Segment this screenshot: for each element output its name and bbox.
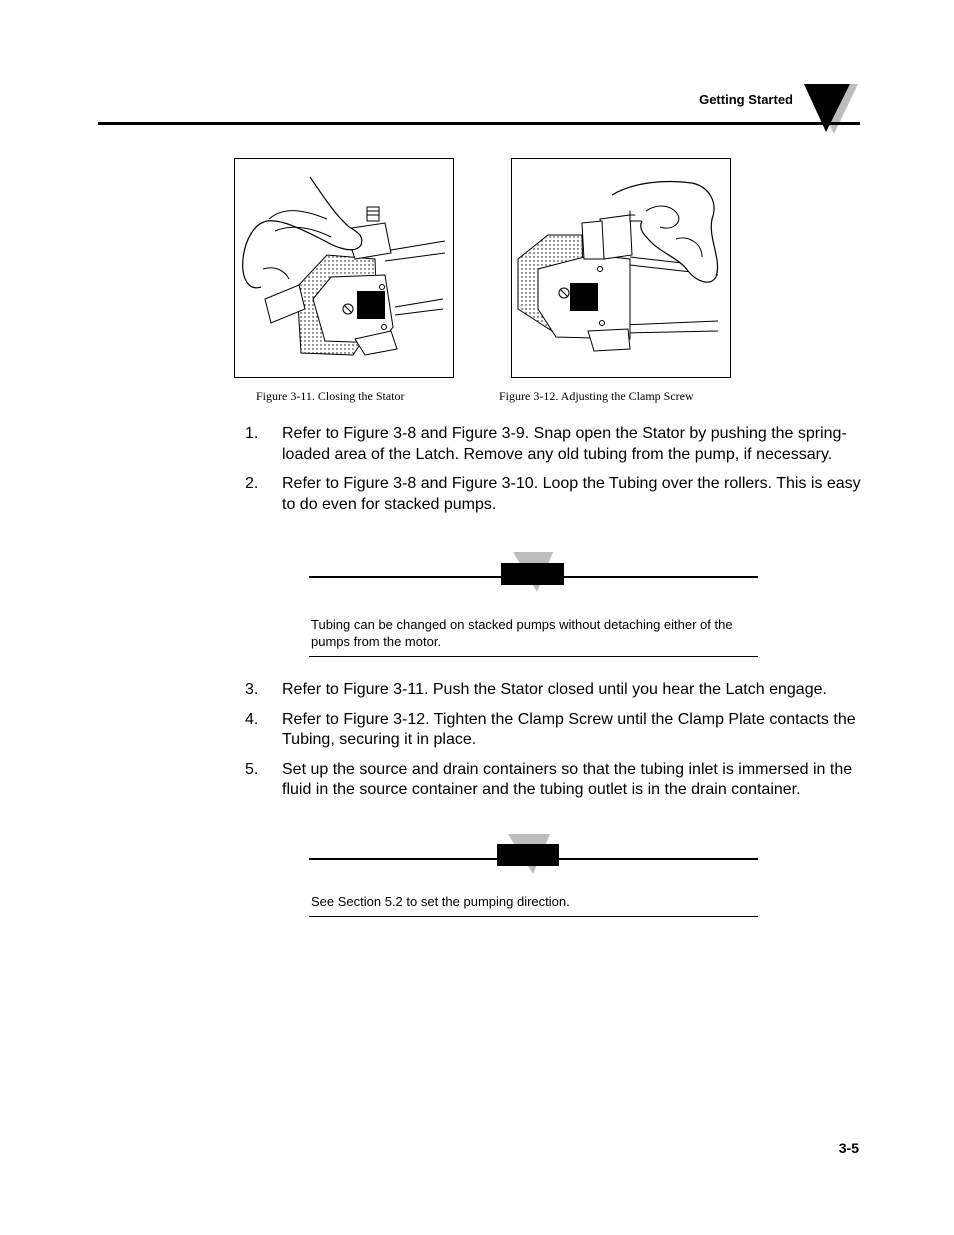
list-item	[245, 710, 865, 751]
step-number: 1.	[245, 425, 259, 442]
figure-adjusting-clamp-screw	[511, 158, 731, 378]
note-text: See Section 5.2 to set the pumping direction.	[311, 894, 570, 909]
step-text: Refer to Figure 3-12. Tighten the Clamp Screw until the Clamp Plate contacts the Tubing, securing it in place.	[282, 710, 856, 748]
step-text: Refer to Figure 3-8 and Figure 3-10. Loop the Tubing over the rollers. This is easy to do even for stacked pumps.	[282, 475, 861, 513]
header-rule	[98, 122, 860, 125]
list-item	[245, 424, 865, 465]
page-number: 3-5	[838, 1140, 859, 1156]
stator-closing-illustration	[235, 159, 453, 377]
clamp-screw-illustration	[512, 159, 730, 377]
note-box	[309, 552, 758, 662]
section-title: Getting Started	[699, 92, 793, 107]
note-label-bar	[501, 563, 564, 585]
instruction-steps	[245, 424, 865, 524]
note-box	[309, 834, 758, 924]
list-item	[245, 760, 865, 801]
step-text: Set up the source and drain containers so that the tubing inlet is immersed in the fluid in the source container and the tubing outlet is in the drain container.	[282, 760, 853, 798]
section-triangle-icon	[804, 84, 860, 136]
step-number: 3.	[245, 681, 259, 698]
step-number: 2.	[245, 475, 259, 492]
figure-caption: Figure 3-11. Closing the Stator	[256, 389, 405, 403]
note-label-bar	[497, 844, 559, 866]
step-number: 5.	[245, 760, 259, 778]
step-number: 4.	[245, 710, 259, 728]
figure-caption: Figure 3-12. Adjusting the Clamp Screw	[499, 389, 694, 403]
figure-closing-stator	[234, 158, 454, 378]
step-text: Refer to Figure 3-11. Push the Stator closed until you hear the Latch engage.	[282, 681, 827, 698]
instruction-steps	[245, 680, 865, 810]
step-text: Refer to Figure 3-8 and Figure 3-9. Snap open the Stator by pushing the spring-loaded area of the Latch. Remove any old tubing from the pump, if necessary.	[282, 425, 847, 463]
note-text: Tubing can be changed on stacked pumps without detaching either of the pumps from the motor.	[311, 617, 733, 649]
list-item	[245, 474, 865, 515]
list-item	[245, 680, 865, 701]
